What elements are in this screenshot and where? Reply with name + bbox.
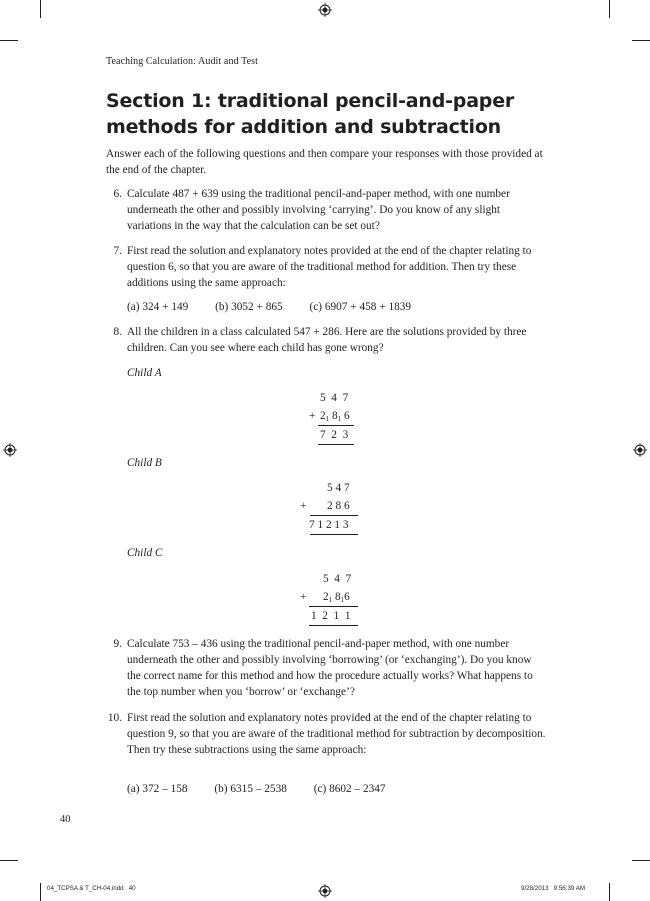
registration-mark-icon [318,3,332,17]
crop-mark [609,883,610,901]
question-number: 6. [113,188,122,200]
question-text: Calculate 487 + 639 using the traditional pencil-and-paper method, with one number underneath the other and possibly involving ‘carrying’. Do you know of any slight variations in the way that the calculation can be set out? [127,188,510,232]
question-10-parts [127,783,410,795]
slug-timestamp: 9/28/2013 9:56:39 AM [521,885,585,892]
registration-mark-icon [633,443,647,457]
answer: 1 2 1 1 [311,610,351,622]
registration-mark-icon [318,884,332,898]
sum-rule [310,534,358,535]
question-number: 8. [113,326,122,338]
child-c-sum [296,570,366,630]
question-9 [106,636,546,700]
crop-mark [0,860,18,861]
question-text: All the children in a class calculated 547 + 286. Here are the solutions provided by three children. Can you see where each child has gone wrong? [127,326,527,354]
child-b-label: Child B [127,457,162,469]
crop-mark [632,860,650,861]
crop-mark [40,883,41,901]
second-number: $2_1$ $8_1$ 6 [320,410,350,423]
crop-mark [609,0,610,18]
part-c: (c) 6907 + 458 + 1839 [309,301,412,313]
question-6 [106,186,546,234]
section-title: Section 1: traditional pencil-and-paper methods for addition and subtraction [106,90,515,138]
question-number: 9. [113,638,122,650]
question-10 [106,710,546,758]
question-number: 10. [107,712,122,724]
crop-mark [40,0,41,18]
question-7 [106,243,546,291]
question-text: First read the solution and explanatory notes provided at the end of the chapter relating to question 6, so that you are aware of the traditional method for addition. Then try these additions using the same approach: [127,245,532,289]
slug-filename: 04_TCPSA & T_CH-04.indd 40 [47,885,136,892]
part-c: (c) 8602 – 2347 [313,783,386,795]
child-a-sum [300,389,370,449]
answer: 7 2 3 [320,429,349,441]
part-a: (a) 372 – 158 [127,783,188,795]
crop-mark [0,40,18,41]
second-number: $2_1$ $8_16$ [323,591,350,604]
crop-mark [632,40,650,41]
top-number: 5 4 7 [327,482,350,494]
child-b-sum [296,479,366,539]
page-number: 40 [60,814,71,825]
top-number: 5 4 7 [320,392,349,404]
top-number: 5 4 7 [323,573,352,585]
sum-rule [309,625,358,626]
question-text: First read the solution and explanatory notes provided at the end of the chapter relating to question 9, so that you are aware of the traditional method for subtraction by decomposition. Then try these subtractions using the same approach: [127,712,546,756]
intro-paragraph: Answer each of the following questions and then compare your responses with those provided at the end of the chapter. [106,148,543,176]
answer: 7 1 2 1 3 [309,519,349,531]
part-a: (a) 324 + 149 [127,301,189,313]
part-b: (b) 6315 – 2538 [214,783,287,795]
question-7-parts [127,301,435,313]
child-c-label: Child C [127,547,163,559]
plus-sign: + [309,410,316,422]
registration-mark-icon [3,443,17,457]
question-text: Calculate 753 – 436 using the traditional pencil-and-paper method, with one number underneath the other and possibly involving ‘borrowing’ (or ‘exchanging’). Do you know the correct name for this method and how the procedure actually works? What happens to the top number when you ‘borrow’ or ‘exchange’? [127,638,533,698]
plus-sign: + [300,500,307,512]
child-a-label: Child A [127,367,162,379]
question-8 [106,324,546,356]
second-number: 2 8 6 [327,500,350,512]
question-number: 7. [113,245,122,257]
part-b: (b) 3052 + 865 [215,301,283,313]
plus-sign: + [300,591,307,603]
sum-rule [318,444,354,445]
running-head: Teaching Calculation: Audit and Test [106,56,258,67]
